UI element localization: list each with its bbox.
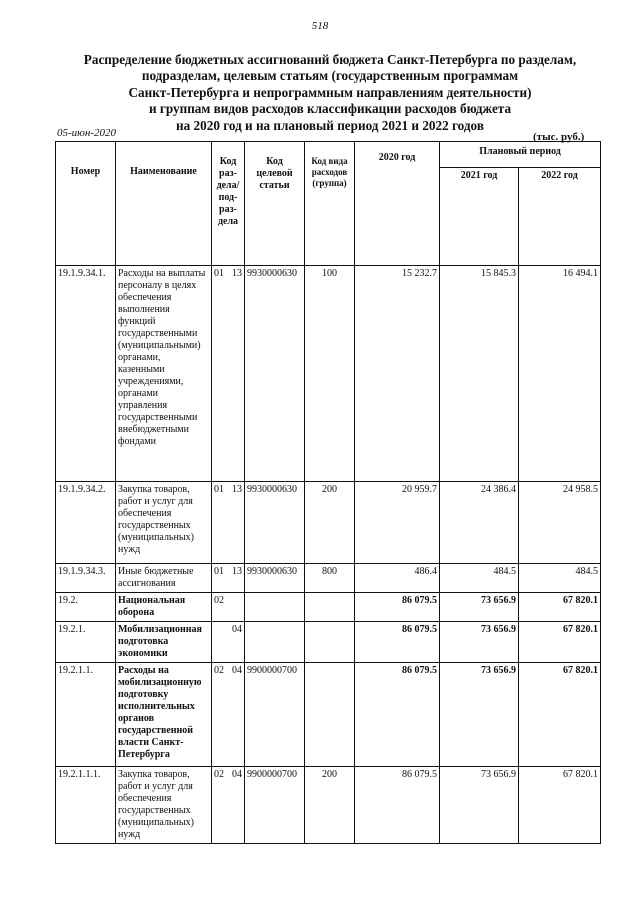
cell-value-2020: 20 959.7 xyxy=(355,482,440,564)
cell-section: 01 xyxy=(212,482,229,564)
cell-value-2021: 73 656.9 xyxy=(440,767,519,844)
cell-number: 19.2.1. xyxy=(56,622,116,663)
table-row xyxy=(56,482,601,564)
cell-section: 02 xyxy=(212,663,229,767)
cell-value-2020: 86 079.5 xyxy=(355,622,440,663)
header-planned-period: Плановый период xyxy=(440,142,601,168)
header-year-2022: 2022 год xyxy=(519,168,601,266)
cell-name: Расходы на мобилизационную подготовку исполнительных органов государственной власти Санкт-Петербурга xyxy=(116,663,212,767)
cell-value-2021: 73 656.9 xyxy=(440,593,519,622)
cell-section xyxy=(212,622,229,663)
cell-value-2021: 73 656.9 xyxy=(440,622,519,663)
cell-number: 19.2.1.1.1. xyxy=(56,767,116,844)
cell-target: 9900000700 xyxy=(245,663,305,767)
cell-section: 01 xyxy=(212,564,229,593)
cell-value-2022: 67 820.1 xyxy=(519,767,601,844)
cell-value-2021: 15 845.3 xyxy=(440,266,519,482)
cell-target: 9930000630 xyxy=(245,482,305,564)
page-number: 518 xyxy=(311,20,329,32)
cell-number: 19.2.1.1. xyxy=(56,663,116,767)
cell-expense-type: 100 xyxy=(305,266,355,482)
header-year-2020: 2020 год xyxy=(355,142,440,266)
table-row xyxy=(56,767,601,844)
cell-section: 02 xyxy=(212,593,229,622)
cell-value-2021: 24 386.4 xyxy=(440,482,519,564)
document-date: 05-июн-2020 xyxy=(57,127,117,139)
units-label: (тыс. руб.) xyxy=(533,131,585,143)
cell-value-2020: 86 079.5 xyxy=(355,593,440,622)
cell-name: Национальная оборона xyxy=(116,593,212,622)
cell-value-2022: 24 958.5 xyxy=(519,482,601,564)
title-line: Распределение бюджетных ассигнований бюджета Санкт-Петербурга по разделам, xyxy=(83,52,577,67)
header-target: Код целевой статьи xyxy=(245,142,305,266)
cell-name: Закупка товаров, работ и услуг для обеспечения государственных (муниципальных) нужд xyxy=(116,767,212,844)
cell-target: 9930000630 xyxy=(245,564,305,593)
table-row xyxy=(56,564,601,593)
cell-number: 19.2. xyxy=(56,593,116,622)
header-name: Наименование xyxy=(116,142,212,266)
cell-section: 01 xyxy=(212,266,229,482)
cell-value-2022: 16 494.1 xyxy=(519,266,601,482)
title-line: на 2020 год и на плановый период 2021 и 2022 годов xyxy=(176,117,484,133)
cell-subsection: 13 xyxy=(229,266,245,482)
table-row xyxy=(56,266,601,482)
cell-number: 19.1.9.34.1. xyxy=(56,266,116,482)
title-line: и группам видов расходов классификации расходов бюджета xyxy=(148,101,512,117)
cell-name: Расходы на выплаты персоналу в целях обеспечения выполнения функций государственными (муниципальными) органами, казенными учреждениями, органами управления государственными внебюджетными фондами xyxy=(116,266,212,482)
cell-subsection: 13 xyxy=(229,564,245,593)
cell-name: Закупка товаров, работ и услуг для обеспечения государственных (муниципальных) нужд xyxy=(116,482,212,564)
cell-target: 9900000700 xyxy=(245,767,305,844)
cell-value-2020: 15 232.7 xyxy=(355,266,440,482)
table-row xyxy=(56,663,601,767)
cell-name: Иные бюджетные ассигнования xyxy=(116,564,212,593)
table-row xyxy=(56,593,601,622)
title-line: Санкт-Петербурга и непрограммным направлениям деятельности) xyxy=(128,84,532,100)
cell-value-2022: 484.5 xyxy=(519,564,601,593)
cell-value-2022: 67 820.1 xyxy=(519,593,601,622)
cell-subsection xyxy=(229,593,245,622)
document-title xyxy=(60,52,600,134)
cell-expense-type: 200 xyxy=(305,767,355,844)
header-number: Номер xyxy=(56,142,116,266)
cell-expense-type xyxy=(305,663,355,767)
cell-number: 19.1.9.34.2. xyxy=(56,482,116,564)
cell-value-2022: 67 820.1 xyxy=(519,663,601,767)
header-year-2021: 2021 год xyxy=(440,168,519,266)
cell-subsection: 04 xyxy=(229,622,245,663)
cell-subsection: 13 xyxy=(229,482,245,564)
cell-target xyxy=(245,622,305,663)
cell-target xyxy=(245,593,305,622)
cell-subsection: 04 xyxy=(229,767,245,844)
header-expense-type: Код вида расходов (группа) xyxy=(305,142,355,266)
cell-value-2020: 86 079.5 xyxy=(355,767,440,844)
cell-expense-type: 800 xyxy=(305,564,355,593)
cell-value-2022: 67 820.1 xyxy=(519,622,601,663)
cell-value-2020: 486.4 xyxy=(355,564,440,593)
cell-expense-type xyxy=(305,622,355,663)
cell-target: 9930000630 xyxy=(245,266,305,482)
table-row xyxy=(56,622,601,663)
budget-table xyxy=(55,141,601,844)
cell-section: 02 xyxy=(212,767,229,844)
cell-value-2021: 73 656.9 xyxy=(440,663,519,767)
header-section: Код раз- дела/ под- раз- дела xyxy=(212,142,245,266)
cell-subsection: 04 xyxy=(229,663,245,767)
cell-expense-type xyxy=(305,593,355,622)
cell-number: 19.1.9.34.3. xyxy=(56,564,116,593)
cell-value-2021: 484.5 xyxy=(440,564,519,593)
title-line: подразделам, целевым статьям (государственным программам xyxy=(141,68,519,84)
cell-value-2020: 86 079.5 xyxy=(355,663,440,767)
cell-name: Мобилизационная подготовка экономики xyxy=(116,622,212,663)
cell-expense-type: 200 xyxy=(305,482,355,564)
